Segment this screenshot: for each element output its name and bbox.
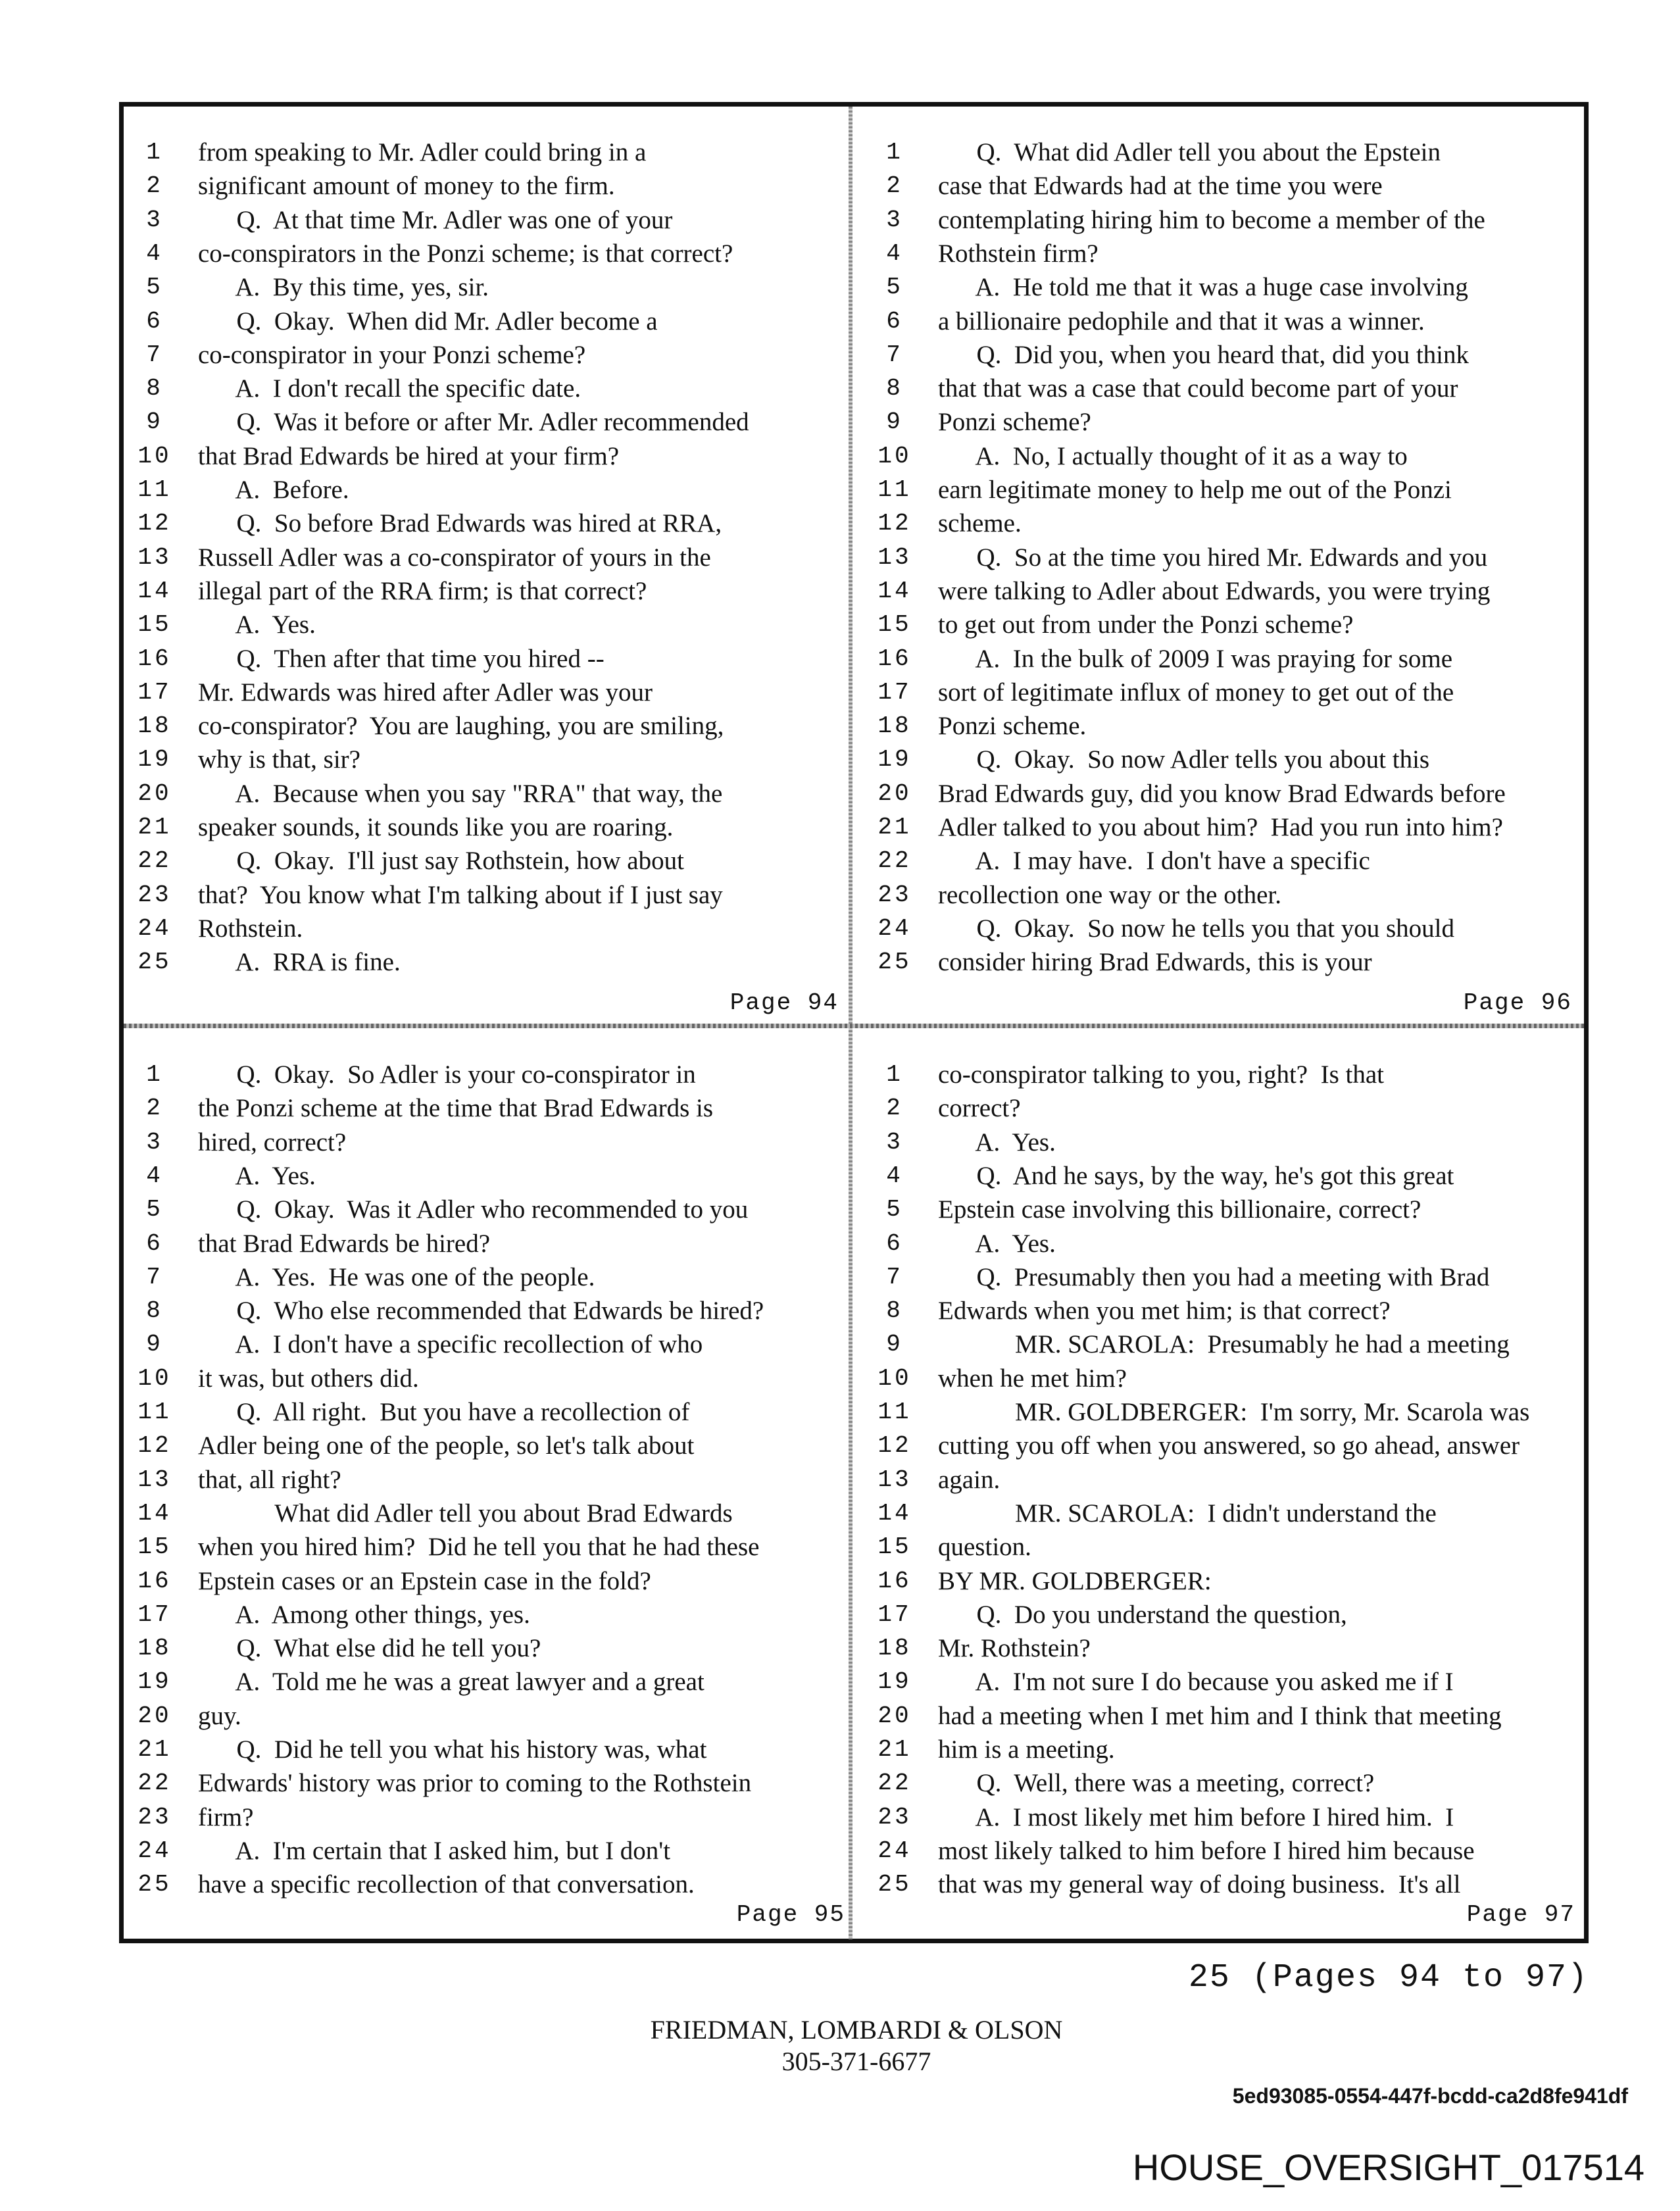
line-number: 22 — [137, 847, 172, 875]
line-text: Q. What did Adler tell you about the Epstein — [938, 138, 1441, 166]
line-number: 7 — [886, 341, 903, 368]
line-text: A. In the bulk of 2009 I was praying for some — [938, 644, 1453, 673]
line-number: 4 — [886, 239, 903, 267]
line-text: Q. Presumably then you had a meeting with Brad — [938, 1262, 1490, 1291]
line-text: again. — [938, 1465, 1001, 1494]
line-text: A. Yes. — [938, 1229, 1056, 1258]
line-number: 11 — [137, 476, 172, 503]
line-text: that Brad Edwards be hired at your firm? — [198, 441, 620, 470]
line-text: question. — [938, 1533, 1031, 1562]
line-text: case that Edwards had at the time you were — [938, 172, 1383, 201]
line-text: A. I'm certain that I asked him, but I don't — [198, 1836, 671, 1865]
line-text: Adler talked to you about him? Had you run into him? — [938, 813, 1503, 841]
line-text: Adler being one of the people, so let's talk about — [198, 1431, 695, 1460]
line-text: A. Yes. — [198, 1161, 316, 1190]
line-number: 22 — [877, 847, 912, 875]
line-number: 25 — [877, 1871, 912, 1899]
line-number: 9 — [146, 409, 163, 436]
line-text: guy. — [198, 1701, 241, 1730]
line-number: 15 — [877, 1533, 912, 1561]
line-text: him is a meeting. — [938, 1735, 1115, 1764]
line-text: Epstein cases or an Epstein case in the fold? — [198, 1566, 651, 1595]
line-text: Epstein case involving this billionaire, correct? — [938, 1195, 1421, 1224]
line-number: 2 — [146, 172, 163, 200]
line-number: 7 — [886, 1263, 903, 1291]
line-text: Q. And he says, by the way, he's got this great — [938, 1161, 1454, 1190]
line-number: 8 — [886, 1297, 903, 1325]
line-number: 18 — [137, 712, 172, 740]
line-text: when he met him? — [938, 1364, 1127, 1393]
court-reporter-firm: FRIEDMAN, LOMBARDI & OLSON — [650, 2015, 1063, 2045]
line-number: 13 — [877, 543, 912, 571]
line-number: 16 — [137, 1567, 172, 1595]
line-number: 20 — [877, 780, 912, 807]
line-number: 8 — [146, 1297, 163, 1325]
line-text: A. Because when you say "RRA" that way, the — [198, 779, 723, 808]
line-text: MR. GOLDBERGER: I'm sorry, Mr. Scarola was — [938, 1398, 1530, 1426]
line-text: hired, correct? — [198, 1128, 347, 1156]
line-number: 2 — [146, 1095, 163, 1122]
line-number: 24 — [137, 1837, 172, 1864]
line-number: 6 — [146, 307, 163, 335]
line-number: 13 — [137, 1466, 172, 1493]
line-number: 21 — [137, 1736, 172, 1763]
line-text: Q. Okay. So now Adler tells you about this — [938, 745, 1430, 774]
line-text: that was my general way of doing business. It's all — [938, 1870, 1461, 1899]
page-number-96: Page 96 — [1463, 989, 1572, 1016]
line-number: 10 — [137, 1364, 172, 1392]
bates-number: HOUSE_OVERSIGHT_017514 — [1132, 2147, 1644, 2188]
line-text: A. Yes. — [198, 610, 316, 639]
line-number: 25 — [877, 949, 912, 976]
line-number: 6 — [886, 307, 903, 335]
line-text: Q. Did he tell you what his history was, what — [198, 1735, 707, 1764]
line-number: 14 — [137, 1499, 172, 1527]
line-text: A. I don't recall the specific date. — [198, 374, 581, 403]
line-text: Q. Okay. I'll just say Rothstein, how about — [198, 847, 684, 876]
line-text: A. By this time, yes, sir. — [198, 273, 489, 302]
line-text: Q. Did you, when you heard that, did you think — [938, 340, 1469, 369]
line-number: 6 — [146, 1230, 163, 1257]
line-text: that Brad Edwards be hired? — [198, 1229, 491, 1258]
line-number: 15 — [877, 611, 912, 639]
line-text: that that was a case that could become part of your — [938, 374, 1458, 403]
line-text: A. He told me that it was a huge case involving — [938, 273, 1468, 302]
line-text: illegal part of the RRA firm; is that correct? — [198, 576, 647, 605]
line-text: Rothstein firm? — [938, 239, 1099, 268]
line-number: 22 — [877, 1770, 912, 1797]
line-text: the Ponzi scheme at the time that Brad Edwards is — [198, 1094, 714, 1123]
line-number: 19 — [137, 1668, 172, 1696]
line-number: 11 — [877, 476, 912, 503]
line-number: 24 — [137, 914, 172, 942]
line-number: 4 — [146, 1162, 163, 1189]
line-text: it was, but others did. — [198, 1364, 419, 1393]
line-text: Mr. Rothstein? — [938, 1634, 1091, 1663]
line-number: 21 — [137, 814, 172, 841]
line-number: 1 — [146, 139, 163, 166]
line-text: speaker sounds, it sounds like you are roaring. — [198, 813, 674, 841]
line-text: that? You know what I'm talking about if I just say — [198, 880, 723, 909]
line-text: A. Among other things, yes. — [198, 1600, 530, 1629]
line-text: that, all right? — [198, 1465, 341, 1494]
line-number: 9 — [886, 1331, 903, 1358]
line-number: 23 — [877, 881, 912, 908]
line-number: 3 — [146, 206, 163, 234]
line-text: Q. What else did he tell you? — [198, 1634, 541, 1663]
line-number: 25 — [137, 1871, 172, 1899]
line-text: Q. At that time Mr. Adler was one of your — [198, 205, 673, 234]
line-number: 6 — [886, 1230, 903, 1257]
line-text: Mr. Edwards was hired after Adler was your — [198, 678, 653, 707]
line-text: Q. Then after that time you hired -- — [198, 644, 605, 673]
line-number: 15 — [137, 1533, 172, 1561]
line-text: Ponzi scheme. — [938, 712, 1087, 741]
line-number: 25 — [137, 949, 172, 976]
line-number: 4 — [886, 1162, 903, 1189]
line-text: A. No, I actually thought of it as a way to — [938, 441, 1408, 470]
line-text: MR. SCAROLA: Presumably he had a meeting — [938, 1330, 1510, 1359]
line-number: 24 — [877, 914, 912, 942]
page-number-94: Page 94 — [729, 989, 839, 1016]
line-text: recollection one way or the other. — [938, 880, 1281, 909]
line-text: why is that, sir? — [198, 745, 360, 774]
line-text: A. RRA is fine. — [198, 948, 401, 977]
line-number: 7 — [146, 1263, 163, 1291]
line-text: What did Adler tell you about Brad Edwards — [198, 1499, 733, 1528]
line-number: 17 — [877, 678, 912, 706]
line-text: Q. Okay. Was it Adler who recommended to you — [198, 1195, 749, 1224]
line-text: co-conspirator talking to you, right? Is that — [938, 1060, 1385, 1089]
line-number: 23 — [137, 881, 172, 908]
line-text: MR. SCAROLA: I didn't understand the — [938, 1499, 1437, 1528]
line-text: Q. Was it before or after Mr. Adler recommended — [198, 408, 749, 437]
line-number: 12 — [877, 510, 912, 537]
line-text: a billionaire pedophile and that it was a winner. — [938, 307, 1425, 335]
line-number: 8 — [146, 375, 163, 403]
line-text: correct? — [938, 1094, 1021, 1123]
line-text: Q. Who else recommended that Edwards be hired? — [198, 1297, 764, 1326]
line-number: 10 — [877, 1364, 912, 1392]
line-text: contemplating hiring him to become a member of the — [938, 205, 1485, 234]
line-text: Russell Adler was a co-conspirator of yours in the — [198, 543, 711, 572]
line-number: 22 — [137, 1770, 172, 1797]
line-text: Edwards when you met him; is that correct? — [938, 1297, 1391, 1326]
line-number: 5 — [886, 274, 903, 301]
line-text: co-conspirators in the Ponzi scheme; is that correct? — [198, 239, 733, 268]
line-text: earn legitimate money to help me out of the Ponzi — [938, 476, 1452, 504]
line-number: 11 — [877, 1399, 912, 1426]
line-number: 15 — [137, 611, 172, 639]
page-number-97: Page 97 — [1466, 1901, 1575, 1928]
line-number: 13 — [877, 1466, 912, 1493]
line-text: A. Yes. — [938, 1128, 1056, 1156]
line-number: 16 — [877, 645, 912, 672]
line-number: 1 — [886, 1061, 903, 1088]
line-text: Q. So at the time you hired Mr. Edwards and you — [938, 543, 1488, 572]
line-text: Q. So before Brad Edwards was hired at RRA, — [198, 509, 722, 538]
line-number: 1 — [886, 139, 903, 166]
line-number: 10 — [877, 442, 912, 470]
line-text: when you hired him? Did he tell you that he had these — [198, 1533, 760, 1562]
line-number: 20 — [877, 1702, 912, 1729]
line-number: 12 — [877, 1432, 912, 1460]
page-number-95: Page 95 — [736, 1901, 845, 1928]
line-number: 4 — [146, 239, 163, 267]
line-number: 17 — [137, 678, 172, 706]
line-text: A. Told me he was a great lawyer and a great — [198, 1668, 704, 1697]
line-number: 10 — [137, 442, 172, 470]
line-text: to get out from under the Ponzi scheme? — [938, 610, 1354, 639]
line-text: Q. Well, there was a meeting, correct? — [938, 1769, 1375, 1798]
line-number: 3 — [886, 206, 903, 234]
line-number: 14 — [877, 577, 912, 605]
court-reporter-phone: 305-371-6677 — [781, 2047, 931, 2076]
line-number: 19 — [137, 746, 172, 774]
line-text: co-conspirator? You are laughing, you are smiling, — [198, 712, 724, 741]
line-number: 1 — [146, 1061, 163, 1088]
line-text: Edwards' history was prior to coming to the Rothstein — [198, 1769, 752, 1798]
line-number: 13 — [137, 543, 172, 571]
line-text: from speaking to Mr. Adler could bring in a — [198, 138, 647, 166]
line-number: 18 — [877, 712, 912, 740]
line-number: 9 — [886, 409, 903, 436]
document-hash: 5ed93085-0554-447f-bcdd-ca2d8fe941df — [1232, 2084, 1628, 2108]
line-number: 18 — [137, 1635, 172, 1662]
line-number: 17 — [137, 1601, 172, 1628]
line-text: A. I'm not sure I do because you asked me if I — [938, 1668, 1454, 1697]
line-text: Q. Do you understand the question, — [938, 1600, 1347, 1629]
line-text: cutting you off when you answered, so go ahead, answer — [938, 1431, 1520, 1460]
line-number: 17 — [877, 1601, 912, 1628]
line-number: 14 — [137, 577, 172, 605]
line-number: 2 — [886, 172, 903, 200]
line-number: 20 — [137, 780, 172, 807]
horizontal-divider — [124, 1024, 1584, 1028]
page-range-summary: 25 (Pages 94 to 97) — [1188, 1959, 1589, 1997]
line-number: 16 — [877, 1567, 912, 1595]
line-number: 11 — [137, 1399, 172, 1426]
line-number: 3 — [886, 1128, 903, 1156]
vertical-divider — [849, 107, 852, 1939]
line-number: 19 — [877, 1668, 912, 1696]
line-text: Q. All right. But you have a recollection of — [198, 1398, 690, 1426]
line-text: A. Before. — [198, 476, 349, 504]
line-text: were talking to Adler about Edwards, you were trying — [938, 576, 1491, 605]
line-number: 5 — [886, 1196, 903, 1224]
line-number: 21 — [877, 1736, 912, 1763]
line-number: 21 — [877, 814, 912, 841]
line-text: have a specific recollection of that conversation. — [198, 1870, 695, 1899]
line-text: A. I don't have a specific recollection of who — [198, 1330, 703, 1359]
line-text: firm? — [198, 1802, 254, 1831]
line-text: BY MR. GOLDBERGER: — [938, 1566, 1212, 1595]
line-number: 7 — [146, 341, 163, 368]
line-number: 3 — [146, 1128, 163, 1156]
line-number: 19 — [877, 746, 912, 774]
line-number: 12 — [137, 510, 172, 537]
line-text: co-conspirator in your Ponzi scheme? — [198, 340, 586, 369]
line-number: 20 — [137, 1702, 172, 1729]
line-text: Ponzi scheme? — [938, 408, 1091, 437]
line-number: 18 — [877, 1635, 912, 1662]
line-text: most likely talked to him before I hired him because — [938, 1836, 1475, 1865]
line-text: Brad Edwards guy, did you know Brad Edwards before — [938, 779, 1506, 808]
line-text: A. Yes. He was one of the people. — [198, 1262, 595, 1291]
line-text: A. I may have. I don't have a specific — [938, 847, 1370, 876]
line-text: Q. Okay. So now he tells you that you should — [938, 914, 1455, 943]
line-text: significant amount of money to the firm. — [198, 172, 615, 201]
line-text: Q. Okay. So Adler is your co-conspirator in — [198, 1060, 696, 1089]
line-text: Rothstein. — [198, 914, 303, 943]
line-text: A. I most likely met him before I hired him. I — [938, 1802, 1454, 1831]
line-number: 2 — [886, 1095, 903, 1122]
line-text: scheme. — [938, 509, 1022, 538]
line-number: 14 — [877, 1499, 912, 1527]
line-number: 5 — [146, 1196, 163, 1224]
line-number: 12 — [137, 1432, 172, 1460]
line-number: 24 — [877, 1837, 912, 1864]
line-number: 16 — [137, 645, 172, 672]
line-text: Q. Okay. When did Mr. Adler become a — [198, 307, 658, 335]
line-number: 8 — [886, 375, 903, 403]
line-number: 5 — [146, 274, 163, 301]
line-number: 9 — [146, 1331, 163, 1358]
line-number: 23 — [877, 1803, 912, 1831]
line-text: sort of legitimate influx of money to get out of the — [938, 678, 1454, 707]
line-text: had a meeting when I met him and I think that meeting — [938, 1701, 1502, 1730]
line-text: consider hiring Brad Edwards, this is your — [938, 948, 1372, 977]
line-number: 23 — [137, 1803, 172, 1831]
